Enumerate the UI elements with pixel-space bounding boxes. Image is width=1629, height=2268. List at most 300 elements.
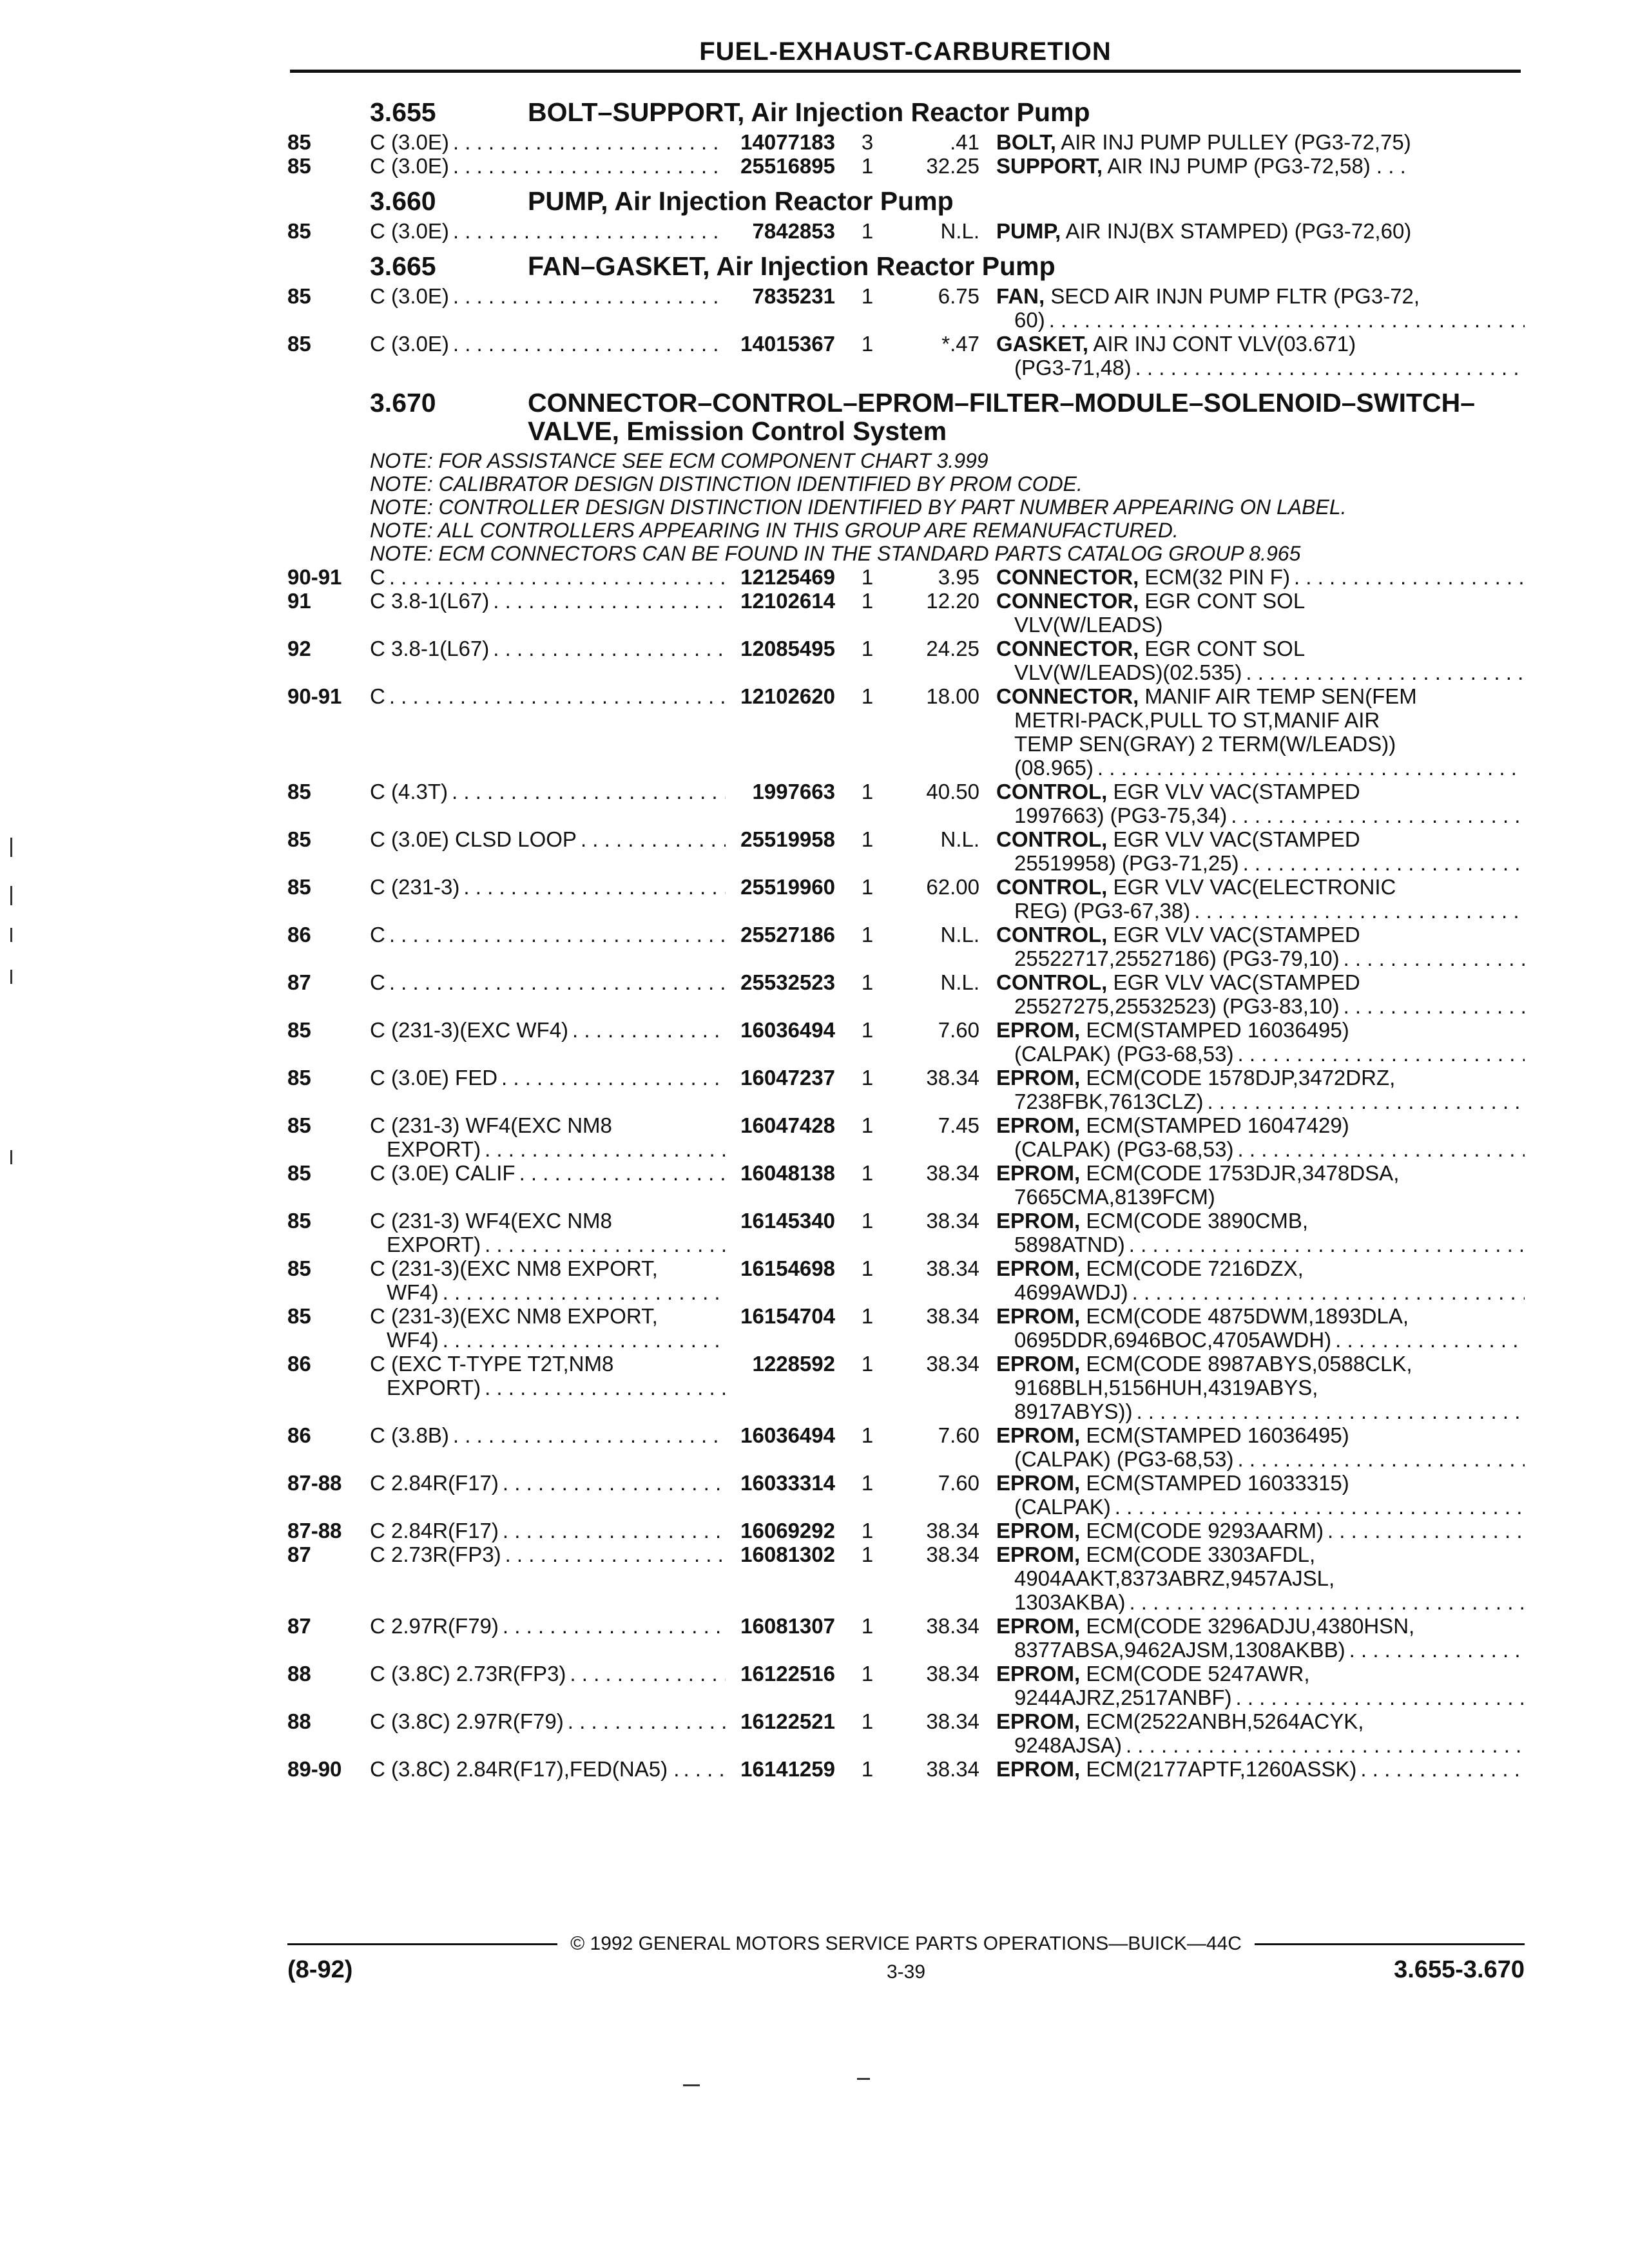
description-text (1014, 947, 1340, 970)
leader-dots (1234, 1447, 1525, 1471)
part-spec: AIR INJ PUMP PULLEY (PG3-72,75) (1055, 130, 1411, 154)
part-name: EPROM, (996, 1614, 1081, 1638)
part-spec: EGR VLV VAC(STAMPED (1107, 970, 1360, 994)
usage (370, 1542, 726, 1566)
usage-text: C (370, 970, 385, 994)
description (996, 1018, 1525, 1066)
description-line (996, 1614, 1525, 1638)
model-year: 90-91 (287, 565, 342, 589)
description-text (996, 1709, 1364, 1733)
part-spec: ECM(CODE 3890CMB, (1080, 1209, 1309, 1233)
section-number: 3.665 (370, 251, 436, 281)
leader-dots (481, 1137, 726, 1161)
page-title: FUEL-EXHAUST-CARBURETION (699, 37, 1112, 66)
part-row (287, 1757, 1525, 1781)
part-name: CONTROL, (996, 780, 1108, 803)
description (996, 875, 1525, 923)
description-text (996, 1662, 1310, 1686)
price: N.L. (940, 923, 979, 947)
description-text (1014, 1590, 1125, 1614)
description (996, 1304, 1525, 1352)
part-name: CONTROL, (996, 970, 1108, 994)
usage-line (370, 1542, 726, 1566)
usage-line (370, 1256, 726, 1280)
description-line (996, 637, 1525, 660)
description-text (1014, 851, 1239, 875)
part-spec: 0695DDR,6946BOC,4705AWDH) (1014, 1328, 1332, 1352)
part-number: 16036494 (740, 1423, 835, 1447)
model-year: 88 (287, 1709, 311, 1733)
description-line (996, 1447, 1525, 1471)
description-line (996, 1590, 1525, 1614)
part-number: 16069292 (740, 1519, 835, 1542)
header-rule (290, 70, 1521, 73)
usage-text: EXPORT) (387, 1376, 481, 1399)
leader-dots (1242, 660, 1525, 684)
part-spec: ECM(CODE 3296ADJU,4380HSN, (1080, 1614, 1415, 1638)
part-spec: AIR INJ(BX STAMPED) (PG3-72,60) (1061, 219, 1412, 243)
description-line (996, 994, 1525, 1018)
description-text (996, 1018, 1349, 1042)
leader-dots (1331, 1328, 1525, 1352)
usage-text: C (3.8C) 2.84R(F17),FED(NA5) . (370, 1757, 680, 1781)
description-line (996, 1328, 1525, 1352)
quantity: 1 (861, 827, 874, 851)
part-row (287, 1352, 1525, 1423)
usage (370, 565, 726, 589)
usage-text: C 3.8-1(L67) (370, 589, 490, 613)
description-text (996, 1209, 1308, 1233)
model-year: 87-88 (287, 1519, 342, 1542)
price: 38.34 (926, 1304, 979, 1328)
description-text (996, 332, 1356, 356)
part-name: CONTROL, (996, 923, 1108, 947)
part-row (287, 1113, 1525, 1161)
quantity: 1 (861, 1662, 874, 1686)
price: 40.50 (926, 780, 979, 803)
leader-dots (459, 875, 726, 899)
description-line (996, 1090, 1525, 1113)
description-text (1014, 1233, 1125, 1256)
description-line (996, 1161, 1525, 1185)
leader-dots (489, 637, 726, 660)
description-text (1014, 756, 1094, 780)
part-name: CONNECTOR, (996, 589, 1139, 613)
description (996, 1352, 1525, 1423)
model-year: 85 (287, 780, 311, 803)
parts-catalog-content (287, 89, 1525, 1781)
usage-text: EXPORT) (387, 1137, 481, 1161)
description-text (1014, 1137, 1234, 1161)
usage-line (370, 1709, 726, 1733)
catalog-section (287, 187, 1525, 243)
part-spec: 8377ABSA,9462AJSM,1308AKBB) (1014, 1638, 1345, 1662)
section-heading (287, 187, 1525, 215)
description-line (996, 356, 1525, 380)
section-note: NOTE: CALIBRATOR DESIGN DISTINCTION IDENTIFIED BY PROM CODE. (370, 472, 1083, 495)
description-text (996, 1542, 1315, 1566)
usage (370, 1709, 726, 1733)
part-spec: EGR VLV VAC(ELECTRONIC (1107, 875, 1396, 899)
part-number: 16122521 (740, 1709, 835, 1733)
usage-text: C (231-3) WF4(EXC NM8 (370, 1209, 612, 1233)
leader-dots (1232, 1686, 1525, 1709)
description (996, 219, 1525, 243)
usage-text: C (3.0E) (370, 219, 449, 243)
part-number: 12125469 (740, 565, 835, 589)
leader-dots (449, 154, 726, 178)
part-spec: 5898ATND) (1014, 1233, 1125, 1256)
usage-line (370, 1423, 726, 1447)
part-spec: ECM(CODE 4875DWM,1893DLA, (1080, 1304, 1409, 1328)
part-spec: 9168BLH,5156HUH,4319ABYS, (1014, 1376, 1318, 1399)
usage-line (370, 1066, 726, 1090)
section-heading (287, 98, 1525, 126)
leader-dots (1094, 756, 1525, 780)
part-row (287, 1304, 1525, 1352)
part-row (287, 1423, 1525, 1471)
description-text (1014, 1185, 1215, 1209)
part-row (287, 1662, 1525, 1709)
page-number: 3-39 (886, 1961, 926, 1983)
usage (370, 827, 726, 851)
usage-line (370, 1304, 726, 1328)
price: 7.60 (938, 1018, 979, 1042)
usage-text: C (3.0E) (370, 284, 449, 308)
usage-text: C (3.0E) (370, 332, 449, 356)
leader-dots (1111, 1495, 1525, 1519)
quantity: 1 (861, 1304, 874, 1328)
description-line (996, 708, 1525, 732)
model-year: 86 (287, 1423, 311, 1447)
price: N.L. (940, 970, 979, 994)
part-row (287, 1471, 1525, 1519)
quantity: 1 (861, 637, 874, 660)
part-row (287, 565, 1525, 589)
description-line (996, 947, 1525, 970)
description (996, 1709, 1525, 1757)
usage-text: C (231-3)(EXC WF4) (370, 1018, 569, 1042)
description-text (1014, 1042, 1234, 1066)
description-line (996, 130, 1525, 154)
description-line (996, 1495, 1525, 1519)
usage-line (370, 1280, 726, 1304)
model-year: 85 (287, 332, 311, 356)
part-spec: 1303AKBA) (1014, 1590, 1126, 1614)
model-year: 85 (287, 1256, 311, 1280)
part-name: EPROM, (996, 1066, 1081, 1090)
model-year: 85 (287, 1018, 311, 1042)
description-line (996, 875, 1525, 899)
description-line (996, 1471, 1525, 1495)
description (996, 1542, 1525, 1614)
description (996, 1256, 1525, 1304)
leader-dots (1356, 1757, 1525, 1781)
quantity: 1 (861, 875, 874, 899)
usage-line (370, 154, 726, 178)
part-number: 16047428 (740, 1113, 835, 1137)
scan-mark (10, 928, 12, 942)
section-note: NOTE: ALL CONTROLLERS APPEARING IN THIS GROUP ARE REMANUFACTURED. (370, 519, 1179, 542)
description-line (996, 1280, 1525, 1304)
part-row (287, 1256, 1525, 1304)
scan-mark (10, 1150, 12, 1164)
usage (370, 1471, 726, 1495)
quantity: 1 (861, 589, 874, 613)
description (996, 1757, 1525, 1781)
usage (370, 130, 726, 154)
usage-text: C (3.0E) CLSD LOOP (370, 827, 577, 851)
part-row (287, 1018, 1525, 1066)
model-year: 87-88 (287, 1471, 342, 1495)
price: 38.34 (926, 1614, 979, 1638)
description (996, 130, 1525, 154)
part-spec: 8917ABYS)) (1014, 1399, 1133, 1423)
section-note: NOTE: ECM CONNECTORS CAN BE FOUND IN THE STANDARD PARTS CATALOG GROUP 8.965 (370, 542, 1301, 565)
usage-line (370, 875, 726, 899)
usage-text: C (3.0E) (370, 130, 449, 154)
usage (370, 1018, 726, 1042)
usage (370, 1113, 726, 1161)
description (996, 970, 1525, 1018)
part-name: EPROM, (996, 1256, 1081, 1280)
part-number: 1997663 (752, 780, 835, 803)
description-text (1014, 308, 1045, 332)
usage-text: C (3.0E) (370, 154, 449, 178)
description-text (996, 1471, 1349, 1495)
description (996, 1209, 1525, 1256)
part-spec: ECM(STAMPED 16033315) (1080, 1471, 1349, 1495)
price: 38.34 (926, 1709, 979, 1733)
description-line (996, 154, 1525, 178)
part-spec: (CALPAK) (PG3-68,53) (1014, 1137, 1234, 1161)
description-line (996, 732, 1525, 756)
quantity: 1 (861, 1256, 874, 1280)
model-year: 86 (287, 1352, 311, 1376)
part-spec: ECM(CODE 1753DJR,3478DSA, (1080, 1161, 1400, 1185)
description-text (1014, 660, 1242, 684)
description-line (996, 332, 1525, 356)
part-name: PUMP, (996, 219, 1061, 243)
part-spec: 60) (1014, 308, 1045, 332)
price: 38.34 (926, 1757, 979, 1781)
leader-dots (489, 589, 726, 613)
usage-text: C (231-3) (370, 875, 460, 899)
section-heading (287, 389, 1525, 445)
description-text (996, 827, 1360, 851)
usage-text: C 2.97R(F79) (370, 1614, 499, 1638)
description-text (1014, 1566, 1335, 1590)
quantity: 1 (861, 154, 874, 178)
usage-line (370, 589, 726, 613)
part-spec: TEMP SEN(GRAY) 2 TERM(W/LEADS)) (1014, 732, 1396, 756)
description-line (996, 1042, 1525, 1066)
price: 24.25 (926, 637, 979, 660)
leader-dots (1132, 1399, 1525, 1423)
description-line (996, 851, 1525, 875)
leader-dots (564, 1709, 726, 1733)
part-spec: 9244AJRZ,2517ANBF) (1014, 1686, 1232, 1709)
usage (370, 1209, 726, 1256)
part-spec: 25522717,25527186) (PG3-79,10) (1014, 947, 1340, 970)
description-text (996, 1113, 1349, 1137)
description-text (996, 565, 1290, 589)
part-row (287, 875, 1525, 923)
description-line (996, 1066, 1525, 1090)
description (996, 1614, 1525, 1662)
leader-dots (679, 1757, 726, 1781)
description-line (996, 1376, 1525, 1399)
usage-line (370, 1209, 726, 1233)
usage-text: C (370, 684, 385, 708)
part-spec: ECM(32 PIN F) (1139, 565, 1290, 589)
scan-mark (10, 838, 12, 857)
part-row (287, 970, 1525, 1018)
part-name: EPROM, (996, 1423, 1081, 1447)
usage (370, 589, 726, 613)
price: 38.34 (926, 1209, 979, 1233)
quantity: 1 (861, 1471, 874, 1495)
quantity: 1 (861, 1352, 874, 1376)
leader-dots (1340, 994, 1525, 1018)
description (996, 637, 1525, 684)
model-year: 85 (287, 284, 311, 308)
usage (370, 780, 726, 803)
description-line (996, 1709, 1525, 1733)
part-number: 14015367 (740, 332, 835, 356)
usage (370, 684, 726, 708)
leader-dots (439, 1280, 726, 1304)
description-line (996, 1256, 1525, 1280)
leader-dots (385, 565, 726, 589)
description (996, 684, 1525, 780)
part-name: CONNECTOR, (996, 684, 1139, 708)
quantity: 1 (861, 970, 874, 994)
part-spec: ECM(CODE 8987ABYS,0588CLK, (1080, 1352, 1412, 1376)
part-row (287, 1066, 1525, 1113)
price: *.47 (941, 332, 979, 356)
part-spec: METRI-PACK,PULL TO ST,MANIF AIR (1014, 708, 1380, 732)
leader-dots (499, 1614, 726, 1638)
description-line (996, 1423, 1525, 1447)
usage (370, 1304, 726, 1352)
description-text (1014, 803, 1227, 827)
usage (370, 219, 726, 243)
price: 38.34 (926, 1161, 979, 1185)
part-number: 16047237 (740, 1066, 835, 1090)
catalog-section (287, 98, 1525, 178)
description-text (996, 1161, 1399, 1185)
model-year: 90-91 (287, 684, 342, 708)
description-line (996, 1542, 1525, 1566)
price: 12.20 (926, 589, 979, 613)
price: 38.34 (926, 1662, 979, 1686)
usage-text: C (231-3)(EXC NM8 EXPORT, (370, 1256, 658, 1280)
part-name: EPROM, (996, 1161, 1081, 1185)
description-line (996, 1662, 1525, 1686)
description (996, 1113, 1525, 1161)
model-year: 87 (287, 1614, 311, 1638)
section-number: 3.670 (370, 388, 436, 418)
description-text (996, 1423, 1349, 1447)
part-spec: ECM(CODE 7216DZX, (1080, 1256, 1304, 1280)
usage (370, 1662, 726, 1686)
part-row (287, 219, 1525, 243)
usage-line (370, 1352, 726, 1376)
part-spec: ECM(2522ANBH,5264ACYK, (1080, 1709, 1364, 1733)
leader-dots (385, 923, 726, 947)
part-spec: ECM(STAMPED 16036495) (1080, 1018, 1349, 1042)
description-text (996, 1519, 1324, 1542)
price: 38.34 (926, 1066, 979, 1090)
part-spec: (CALPAK) (1014, 1495, 1111, 1519)
footer-rule-left (287, 1943, 557, 1945)
part-number: 16081302 (740, 1542, 835, 1566)
leader-dots (1234, 1137, 1525, 1161)
quantity: 1 (861, 332, 874, 356)
part-row (287, 637, 1525, 684)
part-number: 16122516 (740, 1662, 835, 1686)
description-line (996, 923, 1525, 947)
group-range: 3.655-3.670 (1394, 1956, 1525, 1983)
section-note: NOTE: CONTROLLER DESIGN DISTINCTION IDENTIFIED BY PART NUMBER APPEARING ON LABEL. (370, 495, 1347, 519)
description-line (996, 660, 1525, 684)
part-name: EPROM, (996, 1662, 1081, 1686)
description-line (996, 1638, 1525, 1662)
description-line (996, 1757, 1525, 1781)
model-year: 85 (287, 219, 311, 243)
quantity: 1 (861, 219, 874, 243)
part-spec: EGR CONT SOL (1139, 637, 1306, 660)
part-name: EPROM, (996, 1018, 1081, 1042)
description-line (996, 970, 1525, 994)
usage-line (370, 1137, 726, 1161)
part-spec: EGR VLV VAC(STAMPED (1107, 827, 1360, 851)
part-row (287, 827, 1525, 875)
quantity: 1 (861, 1018, 874, 1042)
part-spec: MANIF AIR TEMP SEN(FEM (1139, 684, 1417, 708)
scan-mark (10, 970, 12, 984)
leader-dots (1239, 851, 1525, 875)
usage-line (370, 219, 726, 243)
part-number: 16154698 (740, 1256, 835, 1280)
model-year: 87 (287, 970, 311, 994)
description-line (996, 780, 1525, 803)
part-spec: ECM(CODE 9293AARM) (1080, 1519, 1324, 1542)
section-number: 3.655 (370, 97, 436, 127)
part-number: 16033314 (740, 1471, 835, 1495)
quantity: 1 (861, 1161, 874, 1185)
part-row (287, 589, 1525, 637)
description-line (996, 756, 1525, 780)
description-line (996, 565, 1525, 589)
description-line (996, 899, 1525, 923)
usage-text: C (370, 565, 385, 589)
part-spec: ECM(CODE 3303AFDL, (1080, 1542, 1316, 1566)
leader-dots (449, 130, 726, 154)
leader-dots (516, 1161, 726, 1185)
description-line (996, 589, 1525, 613)
quantity: 1 (861, 1113, 874, 1137)
description-text (996, 1304, 1409, 1328)
part-number: 25519960 (740, 875, 835, 899)
leader-dots (1324, 1519, 1525, 1542)
description-line (996, 1018, 1525, 1042)
part-row (287, 780, 1525, 827)
part-row (287, 923, 1525, 970)
part-number: 14077183 (740, 130, 835, 154)
description-text (996, 684, 1417, 708)
